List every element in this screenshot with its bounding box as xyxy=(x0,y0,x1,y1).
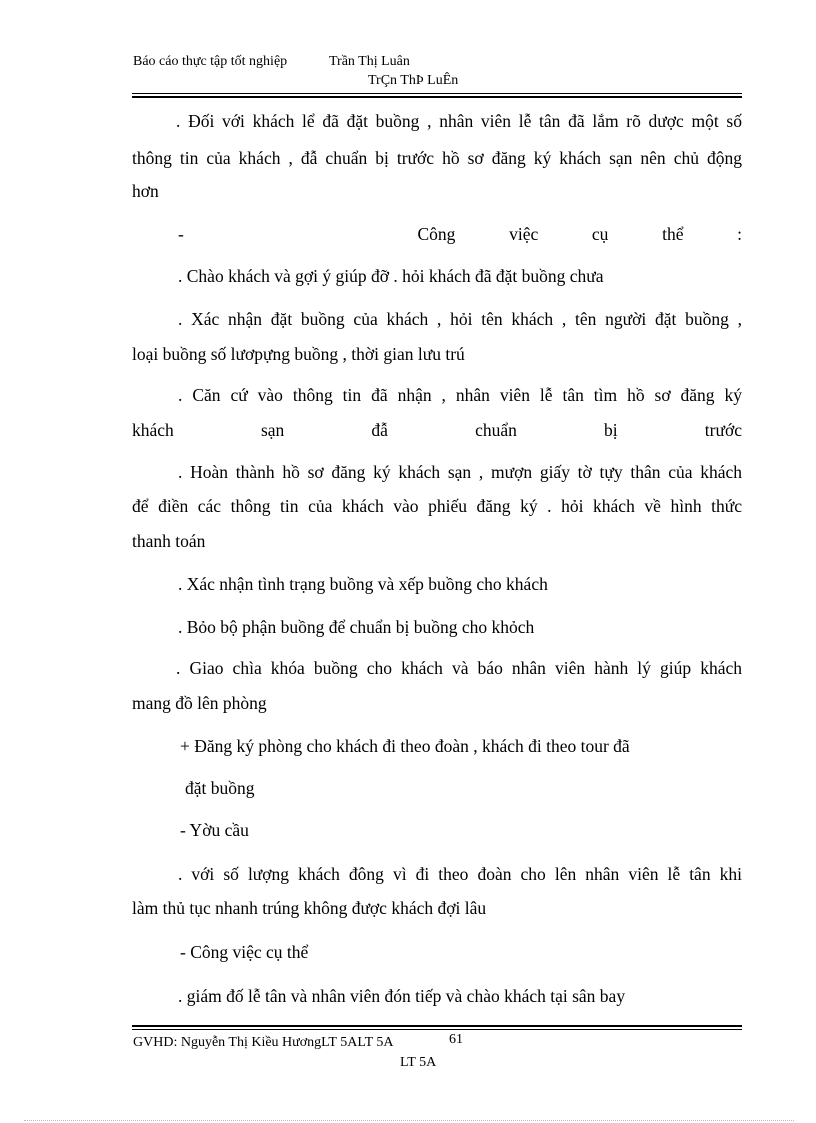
paragraph-line: thông tin của khách , đẫ chuẩn bị trước hồ sơ đăng ký khách sạn nên chủ động xyxy=(132,148,742,168)
bullet-item: . Giao chìa khóa buồng cho khách và báo nhân viên hành lý giúp khách xyxy=(176,658,742,678)
paragraph-line xyxy=(132,413,742,447)
bullet-item: . Xác nhận tình trạng buồng và xếp buồng cho khách xyxy=(178,574,548,594)
heading-dash: - xyxy=(178,224,184,244)
bullet-item: . với số lượng khách đông vì đi theo đoàn cho lên nhân viên lễ tân khi xyxy=(178,864,742,884)
footer-advisor: GVHD: Nguyễn Thị Kiều HươngLT 5ALT 5A xyxy=(133,1035,394,1050)
paragraph-line: làm thủ tục nhanh trúng không được khách đợi lâu xyxy=(132,898,487,918)
heading-word: Công xyxy=(417,224,456,244)
header-rule-top xyxy=(132,93,742,94)
heading-colon: : xyxy=(737,224,742,244)
page-edge-dotted-line xyxy=(24,1120,794,1121)
heading-word: cụ xyxy=(591,224,609,244)
bullet-item: . Căn cứ vào thông tin đã nhận , nhân viên lễ tân tìm hồ sơ đăng ký xyxy=(178,385,742,405)
bullet-item: . giám đố lễ tân và nhân viên đón tiếp và chào khách tại sân bay xyxy=(178,986,626,1006)
page-number: 61 xyxy=(449,1032,463,1047)
requirement-heading: - Yờu cầu xyxy=(180,820,249,840)
word: trước xyxy=(704,420,742,440)
header-rule-bottom xyxy=(132,96,742,98)
word: sạn xyxy=(260,420,285,440)
bullet-item: . Chào khách và gợi ý giúp đỡ . hỏi khách đã đặt buồng chưa xyxy=(178,266,604,286)
paragraph-line: để điền các thông tin của khách vào phiếu đăng ký . hỏi khách về hình thức xyxy=(132,496,742,516)
bullet-item: . Xác nhận đặt buồng của khách , hỏi tên khách , tên người đặt buồng , xyxy=(178,309,742,329)
header-author-garbled: TrÇn ThÞ LuÊn xyxy=(368,73,459,88)
heading-word: việc xyxy=(509,224,539,244)
paragraph-line: . Đối với khách lể đã đặt buồng , nhân viên lễ tân đã lắm rõ dược một số xyxy=(176,111,742,131)
word: bị xyxy=(604,420,618,440)
plus-item: + Đăng ký phòng cho khách đi theo đoàn , khách đi theo tour đã xyxy=(180,736,630,756)
bullet-item: . Bỏo bộ phận buồng để chuẩn bị buồng cho khỏch xyxy=(178,617,535,637)
paragraph-line: mang đồ lên phòng xyxy=(132,693,267,713)
word: khách xyxy=(132,420,174,440)
bullet-item: . Hoàn thành hồ sơ đăng ký khách sạn , mượn giấy tờ tựy thân của khách xyxy=(178,462,742,482)
header-author: Trần Thị Luân xyxy=(329,54,410,69)
work-heading: - Công việc cụ thể xyxy=(180,942,309,962)
paragraph-line: thanh toán xyxy=(132,531,206,551)
word: chuẩn xyxy=(475,420,517,440)
heading-cong-viec-cu-the xyxy=(178,217,742,251)
paragraph-line: hơn xyxy=(132,181,159,201)
heading-word: thể xyxy=(662,224,684,244)
header-report-title: Báo cáo thực tập tốt nghiệp xyxy=(133,54,288,69)
footer-class-code: LT 5A xyxy=(400,1055,437,1070)
paragraph-line: loại buồng số lươpựng buồng , thời gian lưu trú xyxy=(132,344,465,364)
word: đẫ xyxy=(371,420,388,440)
footer-rule-bottom xyxy=(132,1029,742,1030)
footer-rule-top xyxy=(132,1025,742,1027)
paragraph-line: đặt buồng xyxy=(185,778,255,798)
